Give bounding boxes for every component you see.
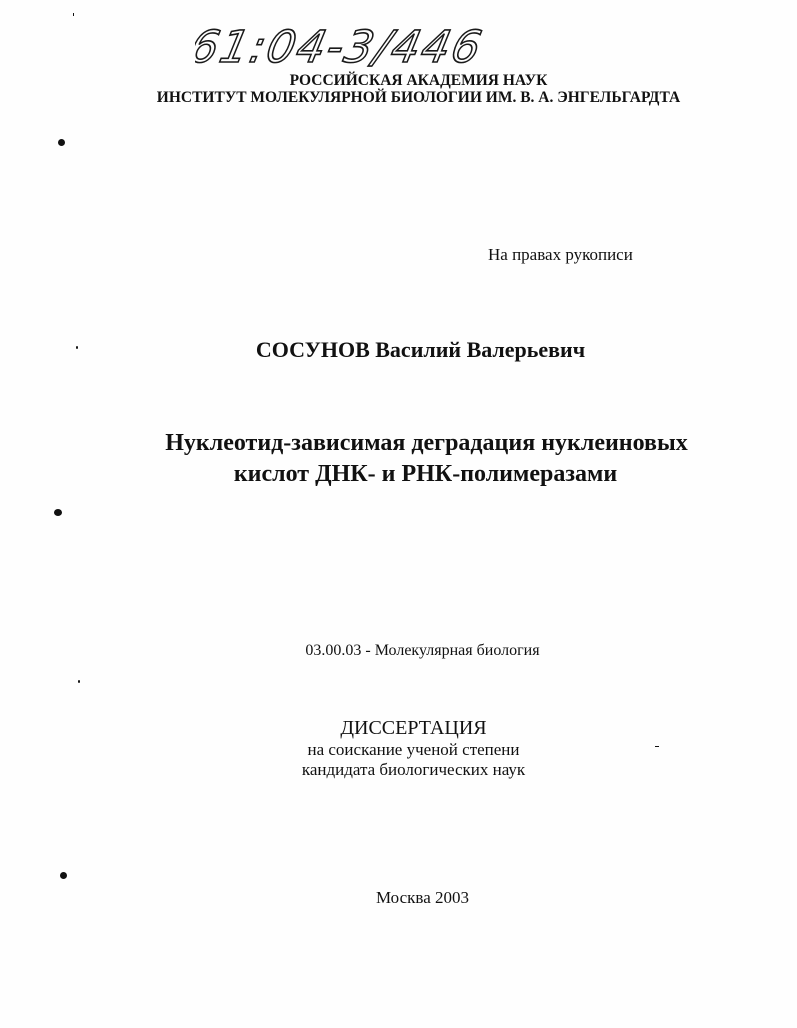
city-year: Москва 2003 <box>375 888 470 907</box>
handwritten-number-svg <box>195 8 495 78</box>
title-line-2: кислот ДНК- и РНК-полимеразами <box>233 461 618 487</box>
institute-name: ИНСТИТУТ МОЛЕКУЛЯРНОЙ БИОЛОГИИ ИМ. В. А. ЭНГЕЛЬГАРДТА <box>156 89 681 106</box>
scan-mark-5 <box>60 872 67 879</box>
degree-line-2: кандидата биологических наук <box>301 760 526 779</box>
scan-mark-6 <box>655 746 659 747</box>
dissertation-title <box>0 428 797 490</box>
scan-mark-3 <box>54 509 62 516</box>
scan-mark-2 <box>76 346 78 349</box>
title-line-1: Нуклеотид-зависимая деградация нуклеиновых <box>165 430 688 456</box>
author-name: СОСУНОВ Василий Валерьевич <box>255 337 586 362</box>
scan-mark-4 <box>78 680 80 683</box>
scan-mark-7 <box>73 13 74 16</box>
handwritten-archive-number <box>195 8 495 78</box>
archive-number-text: 61:04-3/446 <box>195 22 488 73</box>
rights-notice: На правах рукописи <box>488 245 633 264</box>
scan-mark-1 <box>58 139 65 146</box>
academy-name: РОССИЙСКАЯ АКАДЕМИЯ НАУК <box>289 72 548 89</box>
dissertation-heading: ДИССЕРТАЦИЯ <box>340 717 487 739</box>
dissertation-block <box>0 716 797 780</box>
degree-line-1: на соискание ученой степени <box>307 740 520 759</box>
specialty: 03.00.03 - Молекулярная биология <box>305 642 540 659</box>
